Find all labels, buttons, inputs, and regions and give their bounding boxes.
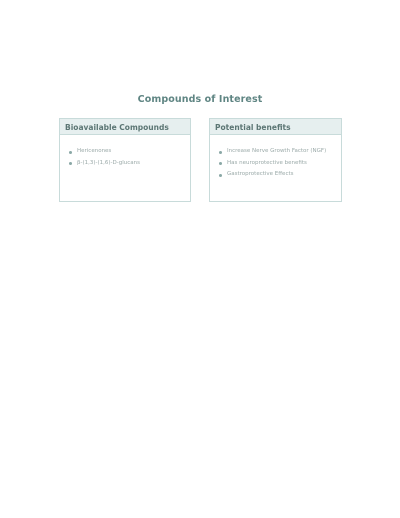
page-title: Compounds of Interest <box>137 94 263 105</box>
list-item: Increase Nerve Growth Factor (NGF) <box>227 146 337 158</box>
list-item: Hericenones <box>77 146 186 158</box>
potential-benefits-card <box>209 118 342 202</box>
benefit-list <box>210 135 341 181</box>
list-item: Has neuroprotective benefits <box>227 158 337 170</box>
compound-list <box>60 135 190 169</box>
bioavailable-compounds-card <box>59 118 191 202</box>
list-item: β-(1,3)-(1,6)-D-glucans <box>77 158 186 170</box>
card-header: Potential benefits <box>210 119 341 135</box>
card-header: Bioavailable Compounds <box>60 119 190 135</box>
list-item: Gastroprotective Effects <box>227 169 337 181</box>
